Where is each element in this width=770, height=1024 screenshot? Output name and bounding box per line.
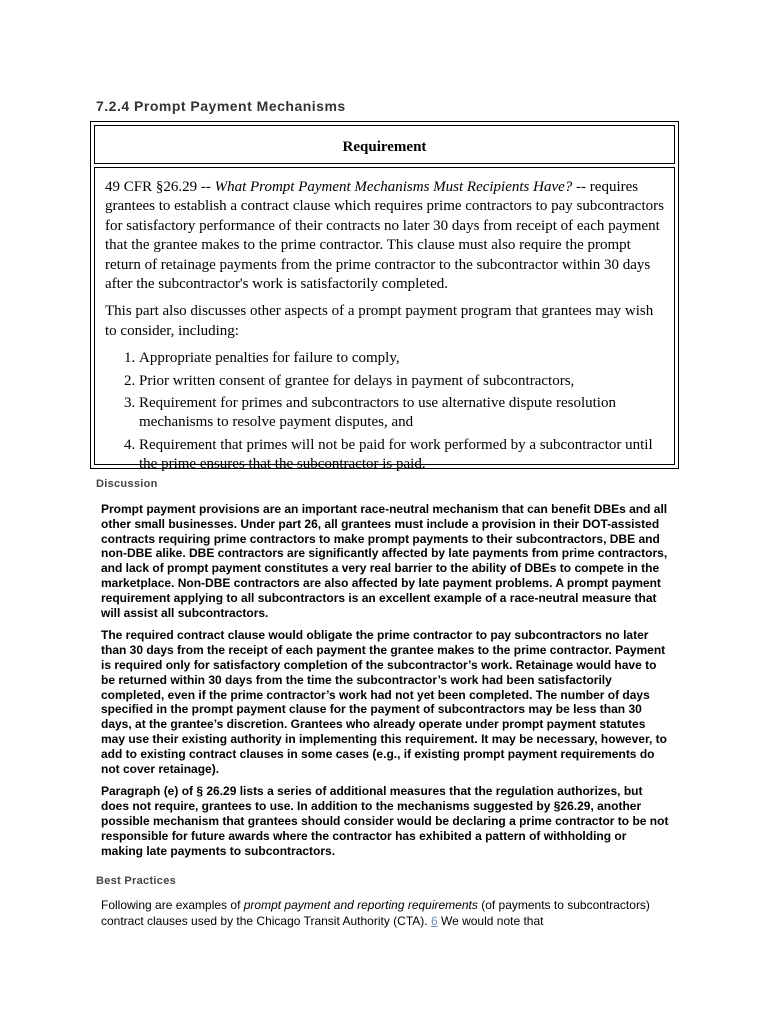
best-practices-paragraph bbox=[101, 897, 671, 929]
list-item: 1. Appropriate penalties for failure to comply, bbox=[139, 349, 664, 368]
requirement-box bbox=[90, 121, 679, 473]
list-item: 3. Requirement for primes and subcontractors to use alternative dispute resolution mechanisms to resolve payment disputes, and bbox=[139, 394, 664, 433]
list-item: 4. Requirement that primes will not be paid for work performed by a subcontractor until the prime ensures that the subcontractor is paid. bbox=[139, 436, 664, 475]
list-item: 2. Prior written consent of grantee for delays in payment of subcontractors, bbox=[139, 372, 664, 391]
citation-title: What Prompt Payment Mechanisms Must Recipients Have? bbox=[214, 179, 573, 195]
best-text-3: We would note that bbox=[437, 914, 544, 928]
footnote-link[interactable]: 6 bbox=[430, 914, 438, 928]
best-text-1: Following are examples of bbox=[101, 898, 244, 912]
section-title: 7.2.4 Prompt Payment Mechanisms bbox=[96, 98, 346, 114]
discussion-paragraph: The required contract clause would obligate the prime contractor to pay subcontractors no later than 30 days from the receipt of each payment the grantee makes to the prime contractor. Payment is required only for satisfactory completion of the subcontractor’s work. Retainage would have to be returned within 30 days from the time the subcontractor’s work had been satisfactorily completed, even if the prime contractor’s work had not yet been completed. The number of days specified in the prompt payment clause for the payment of subcontractors may be less than 30 days, at the grantee’s discretion. Grantees who already operate under prompt payment statutes may use their existing authority in implementing this requirement. It may be necessary, however, to add to existing contract clauses in some cases (e.g., if existing prompt payment requirements do not cover retainage). bbox=[101, 628, 667, 776]
citation-prefix: 49 CFR §26.29 -- bbox=[105, 179, 215, 195]
requirement-citation-paragraph bbox=[105, 178, 664, 294]
best-text-italic: prompt payment and reporting requirements bbox=[243, 898, 478, 912]
requirement-list bbox=[105, 349, 664, 474]
discussion-paragraph: Paragraph (e) of § 26.29 lists a series of additional measures that the regulation authorizes, but does not require, grantees to use. In addition to the mechanisms suggested by §26.29, another possible mechanism that grantees should consider would be declaring a prime contractor to be not responsible for future awards where the contractor has exhibited a pattern of withholding or making late payments to subcontractors. bbox=[101, 784, 669, 858]
requirement-intro-paragraph: This part also discusses other aspects of a prompt payment program that grantees may wish to consider, including: bbox=[105, 303, 654, 339]
best-text-2: (of payments to subcontractors) contract clauses used by the Chicago Transit Authority (CTA). bbox=[101, 898, 650, 928]
requirement-body bbox=[94, 167, 675, 473]
citation-text: -- requires grantees to establish a contract clause which requires prime contractors to pay subcontractors for satisfactory performance of their contracts no later 30 days from receipt of each payment that the grantee makes to the prime contractor. This clause must also require the prompt return of retainage payments from the prime contractor to the subcontractor within 30 days after the subcontractor's work is satisfactorily completed. bbox=[105, 179, 664, 293]
requirement-header: Requirement bbox=[94, 125, 675, 164]
discussion-body bbox=[101, 502, 671, 866]
best-practices-heading: Best Practices bbox=[96, 875, 177, 887]
discussion-paragraph: Prompt payment provisions are an important race-neutral mechanism that can benefit DBEs and all other small businesses. Under part 26, all grantees must include a provision in their DOT-assisted contracts requiring prime contractors to make prompt payments to their subcontractors, DBE and non-DBE alike. DBE contractors are significantly affected by late payments from prime contractors, and lack of prompt payment constitutes a very real barrier to the ability of DBEs to compete in the marketplace. Non-DBE contractors are also affected by late payment problems. A prompt payment requirement applying to all subcontractors is an excellent example of a race-neutral measure that will assist all subcontractors. bbox=[101, 502, 668, 620]
discussion-heading: Discussion bbox=[96, 478, 158, 490]
